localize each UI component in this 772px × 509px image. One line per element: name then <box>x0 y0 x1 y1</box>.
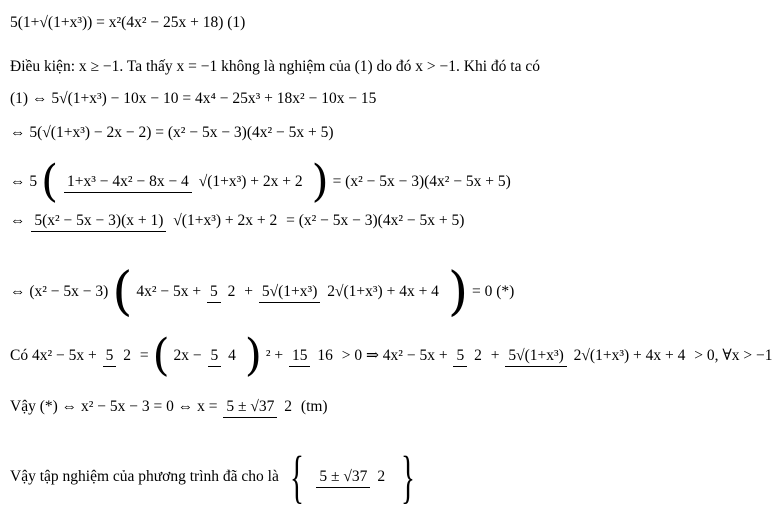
transform-line-4 <box>10 212 464 228</box>
l7-close-paren: ) <box>447 262 469 322</box>
l8-open-paren: ( <box>152 330 170 381</box>
l7-term-a: 4x² − 5x + <box>136 283 202 301</box>
l8-f1-denominator: 2 <box>123 347 131 365</box>
l10-numerator: 5 ± √37 <box>316 468 370 488</box>
l8-f4-numerator: 5 <box>453 347 467 367</box>
l8-close-paren: ) <box>244 330 262 381</box>
l8-plus: + <box>490 347 500 365</box>
l8-fraction-1 <box>103 348 134 364</box>
transform-2-text: ⇔ 5(√(1+x³) − 2x − 2) = (x² − 5x − 3)(4x² − 5x + 5) <box>10 123 334 141</box>
l5-open-paren: ( <box>41 156 59 207</box>
l8-f2-denominator: 4 <box>228 347 236 365</box>
equation-1 <box>10 14 245 30</box>
l9-text: Vậy (*) ⇔ x² − 5x − 3 = 0 ⇔ x = <box>10 397 218 415</box>
l5-close-paren: ) <box>311 156 329 207</box>
positivity-line <box>10 330 772 381</box>
l8-f2-numerator: 5 <box>208 347 222 367</box>
condition-text: Điều kiện: x ≥ −1. Ta thấy x = −1 không là nghiệm của (1) do đó x > −1. Khi đó ta có <box>10 57 540 75</box>
transform-line-1 <box>10 90 376 106</box>
transform-line-2 <box>10 124 334 140</box>
l10-text: Vậy tập nghiệm của phương trình đã cho là <box>10 468 279 486</box>
l6-fraction <box>31 213 280 229</box>
l7-fraction-1 <box>207 284 238 300</box>
l8-fraction-5 <box>505 348 688 364</box>
factored-line <box>10 262 515 322</box>
l8-f3-numerator: 15 <box>289 347 311 367</box>
l6-numerator: 5(x² − 5x − 3)(x + 1) <box>31 212 166 232</box>
l7-open-paren: ( <box>112 262 133 322</box>
l5-numerator: 1+x³ − 4x² − 8x − 4 <box>64 173 192 193</box>
transform-line-3 <box>10 156 511 207</box>
l7-f2-numerator: 5√(1+x³) <box>259 283 320 303</box>
solution-line <box>10 398 328 414</box>
l5-fraction <box>64 174 306 190</box>
l7-fraction-2 <box>259 284 442 300</box>
l8-fraction-2 <box>208 348 239 364</box>
l8-f3-denominator: 16 <box>317 347 333 365</box>
l7-f1-numerator: 5 <box>207 283 221 303</box>
l5-prefix: ⇔ 5 <box>10 173 38 191</box>
l8-f5-numerator: 5√(1+x³) <box>505 347 566 367</box>
l6-denominator: √(1+x³) + 2x + 2 <box>173 211 278 229</box>
transform-1-text: (1) ⇔ 5√(1+x³) − 10x − 10 = 4x⁴ − 25x³ + 18x² − 10x − 15 <box>10 89 377 107</box>
l7-plus: + <box>244 283 254 301</box>
l6-rhs: = (x² − 5x − 3)(4x² − 5x + 5) <box>286 211 465 229</box>
l10-close-brace: } <box>400 444 415 509</box>
solution-set-line <box>10 444 422 509</box>
l8-square-plus: ² + <box>265 347 284 365</box>
l5-rhs: = (x² − 5x − 3)(4x² − 5x + 5) <box>332 173 511 191</box>
l7-rhs: = 0 (*) <box>471 283 515 301</box>
condition-line <box>10 58 540 74</box>
l9-tm: (tm) <box>300 397 328 415</box>
l8-fraction-4 <box>453 348 484 364</box>
l10-open-brace: { <box>289 444 304 509</box>
l8-f4-denominator: 2 <box>474 347 482 365</box>
l8-square-term: 2x − <box>173 347 202 365</box>
l9-fraction <box>223 399 295 415</box>
l9-numerator: 5 ± √37 <box>223 398 277 418</box>
l10-fraction <box>316 469 388 485</box>
l8-implies: > 0 ⇒ 4x² − 5x + <box>341 347 448 365</box>
l9-denominator: 2 <box>284 397 293 415</box>
equation-1-text: 5(1+√(1+x³)) = x²(4x² − 25x + 18) (1) <box>10 13 246 31</box>
l5-denominator: √(1+x³) + 2x + 2 <box>198 173 303 191</box>
l8-term-a: Có 4x² − 5x + <box>10 347 97 365</box>
l8-conclusion: > 0, ∀x > −1 <box>694 347 772 365</box>
l7-f1-denominator: 2 <box>227 283 236 301</box>
l7-prefix: ⇔ (x² − 5x − 3) <box>10 283 109 301</box>
l8-equals: = <box>139 347 149 365</box>
l10-denominator: 2 <box>377 468 386 486</box>
l6-prefix: ⇔ <box>10 211 26 229</box>
l8-f5-denominator: 2√(1+x³) + 4x + 4 <box>573 347 686 365</box>
l8-fraction-3 <box>289 348 336 364</box>
l7-f2-denominator: 2√(1+x³) + 4x + 4 <box>327 283 439 301</box>
l8-f1-numerator: 5 <box>103 347 117 367</box>
